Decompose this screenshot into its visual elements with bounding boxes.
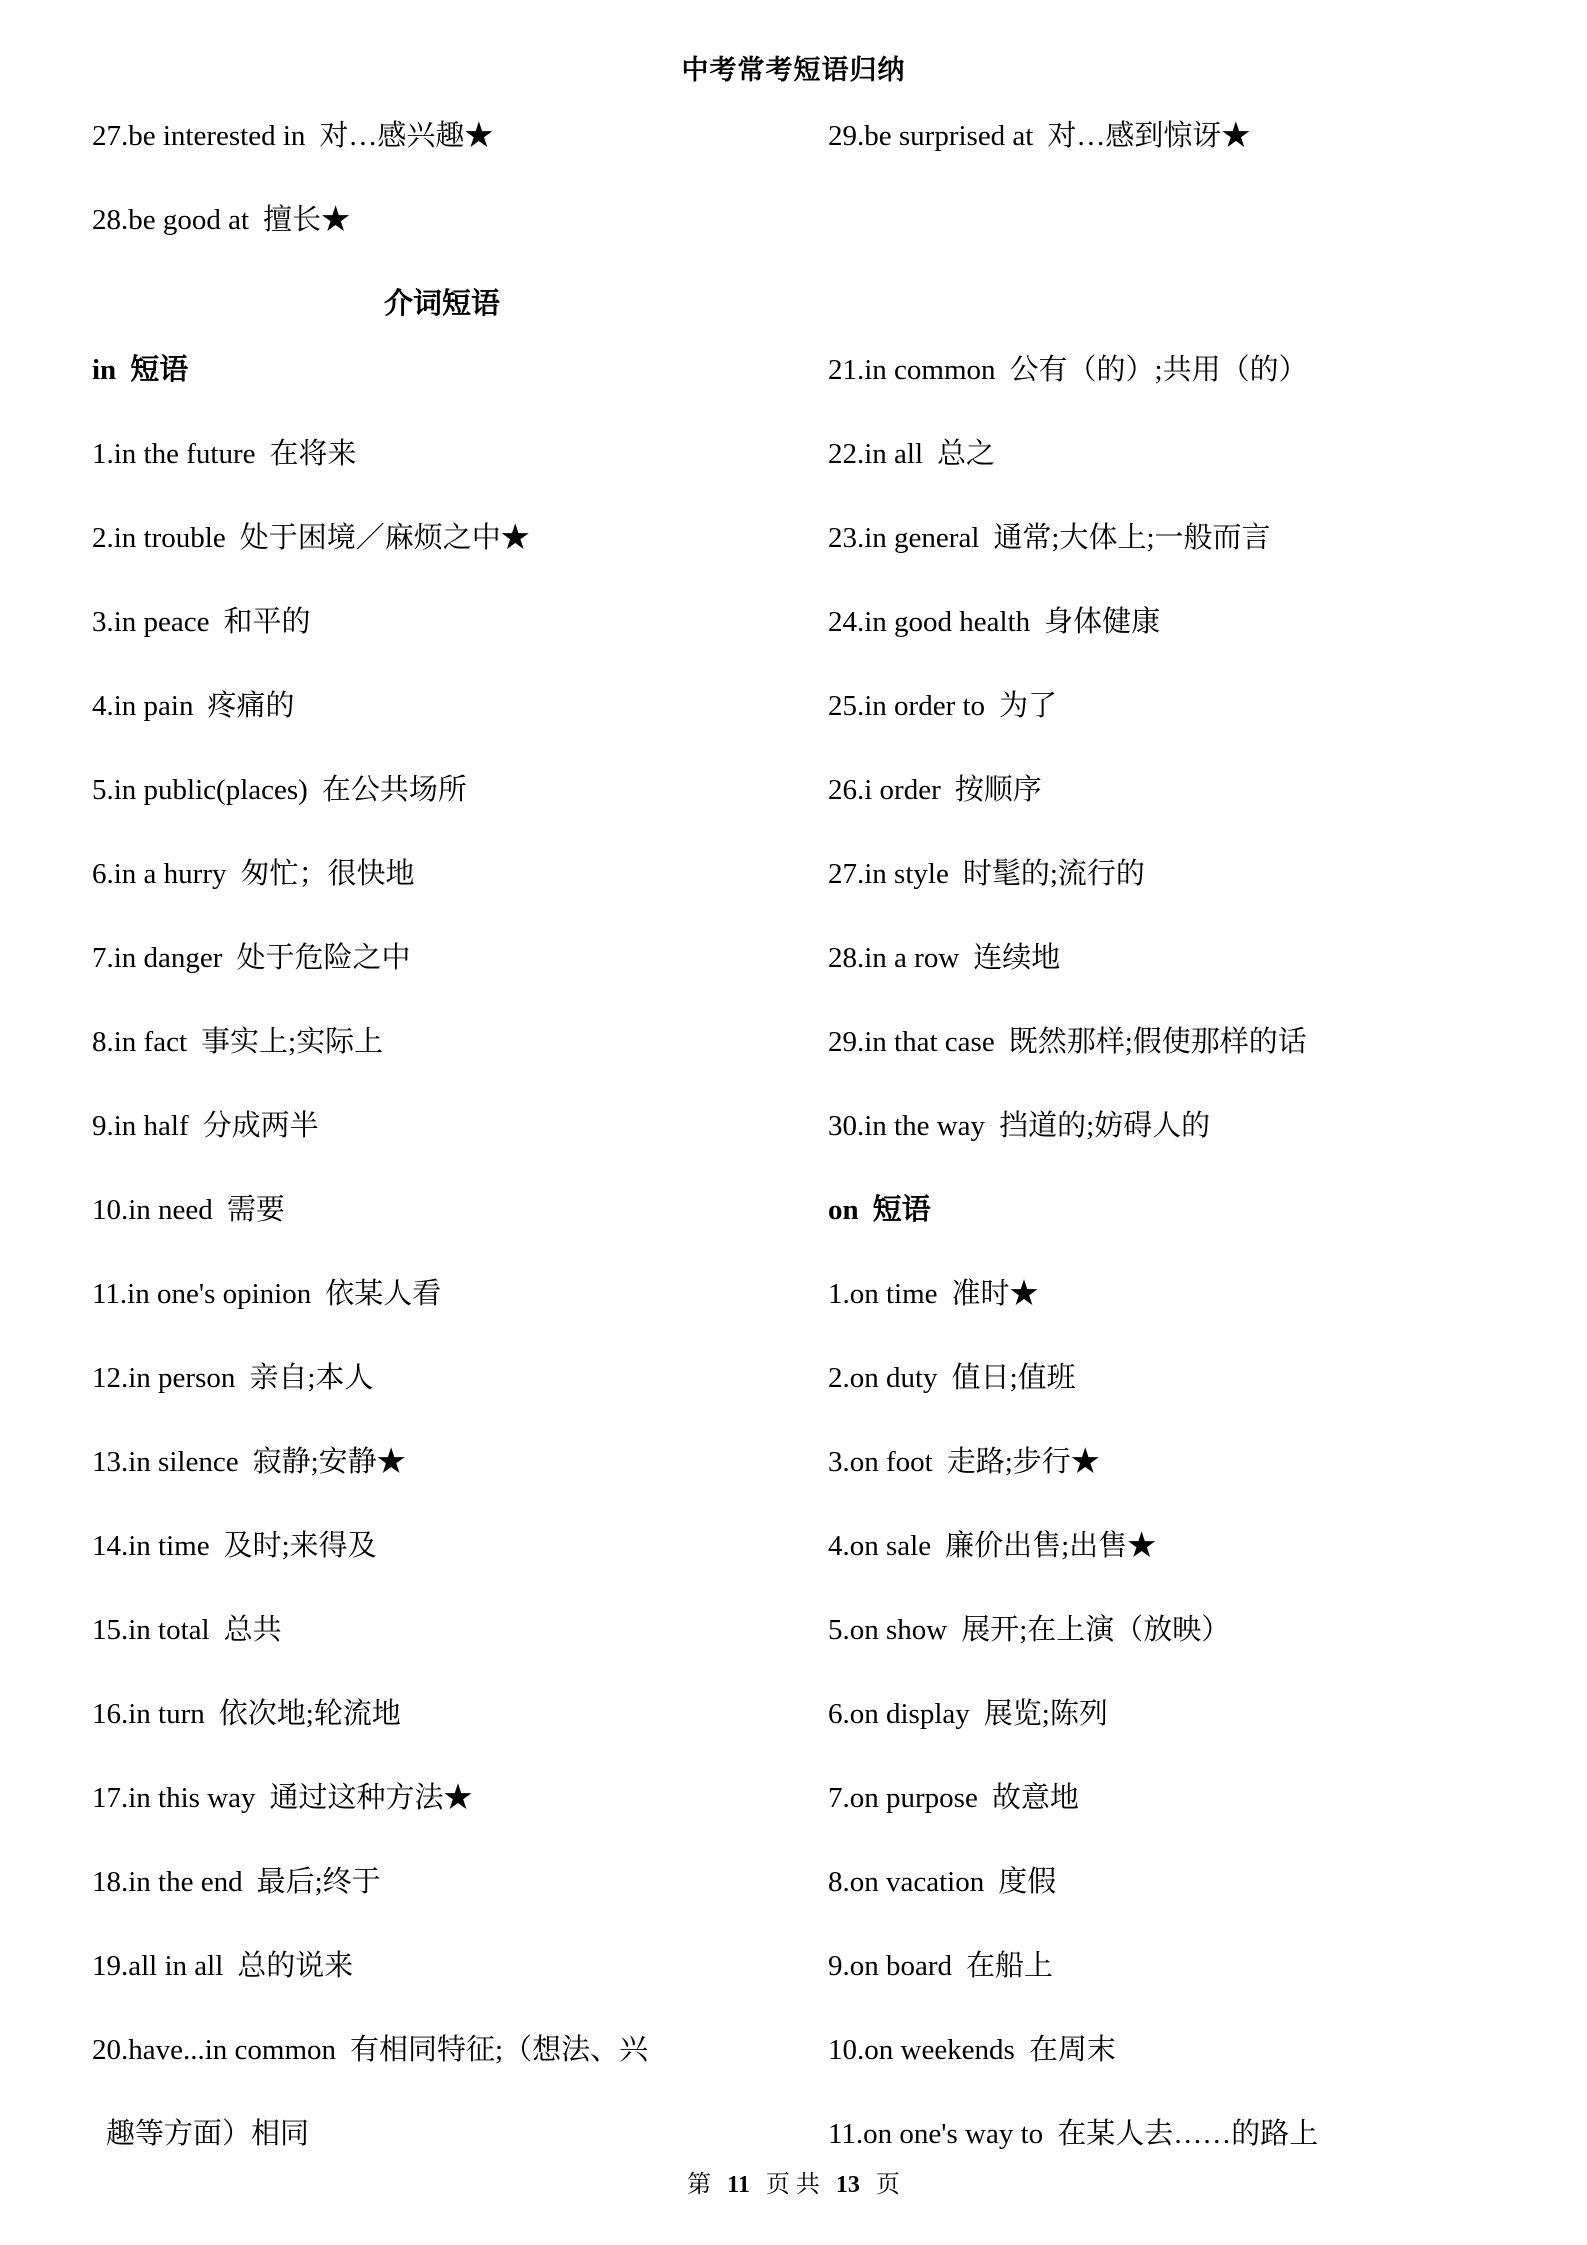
phrase-chinese: 短语 (872, 1194, 931, 1226)
phrase-item (828, 2022, 1548, 2106)
phrase-english: 28.be good at (92, 204, 250, 236)
phrase-chinese: 在某人去……的路上 (1057, 2118, 1319, 2150)
phrase-chinese: 连续地 (973, 942, 1061, 974)
current-page-number: 11 (727, 2172, 750, 2198)
phrase-chinese: 对…感兴趣★ (319, 120, 494, 152)
phrase-english: 20.have...in common (92, 2034, 337, 2066)
phrase-item (828, 1350, 1548, 1434)
phrase-chinese: 走路;步行★ (946, 1446, 1100, 1478)
phrase-english: 16.in turn (92, 1698, 205, 1730)
phrase-english: 28.in a row (828, 942, 960, 974)
footer-prefix: 第 (687, 2172, 712, 2198)
phrase-english: 6.on display (828, 1698, 970, 1730)
phrase-chinese: 依次地;轮流地 (218, 1698, 401, 1730)
phrase-english: 17.in this way (92, 1782, 256, 1814)
phrase-chinese: 依某人看 (325, 1278, 442, 1310)
phrase-item (92, 1686, 792, 1770)
phrase-chinese: 在将来 (269, 438, 357, 470)
footer-suffix: 页 (875, 2172, 900, 2198)
phrase-english: 5.in public(places) (92, 774, 308, 806)
phrase-chinese: 通过这种方法★ (269, 1782, 473, 1814)
page-footer (0, 2164, 1587, 2199)
phrase-chinese: 身体健康 (1044, 606, 1161, 638)
phrase-item (828, 1434, 1548, 1518)
phrase-english: 6.in a hurry (92, 858, 227, 890)
phrase-english: 9.in half (92, 1110, 189, 1142)
phrase-item (828, 510, 1548, 594)
phrase-chinese: 分成两半 (202, 1110, 319, 1142)
phrase-item (828, 1014, 1548, 1098)
phrase-chinese: 准时★ (951, 1278, 1039, 1310)
phrase-english: 13.in silence (92, 1446, 239, 1478)
phrase-chinese: 挡道的;妨碍人的 (999, 1110, 1211, 1142)
phrase-item (828, 846, 1548, 930)
phrase-english: 7.in danger (92, 942, 223, 974)
phrase-chinese: 最后;终于 (256, 1866, 381, 1898)
phrase-english: 19.all in all (92, 1950, 224, 1982)
footer-middle: 页 共 (765, 2172, 820, 2198)
page-title: 中考常考短语归纳 (681, 55, 906, 85)
phrase-english: 22.in all (828, 438, 924, 470)
phrase-english: 10.on weekends (828, 2034, 1015, 2066)
phrase-item (92, 1098, 792, 1182)
phrase-item (92, 1014, 792, 1098)
phrase-chinese: 总的说来 (237, 1950, 354, 1982)
phrase-chinese: 在周末 (1028, 2034, 1116, 2066)
phrase-chinese: 短语 (130, 354, 189, 386)
phrase-chinese: 廉价出售;出售★ (945, 1530, 1157, 1562)
phrase-item (828, 1518, 1548, 1602)
phrase-chinese: 总共 (223, 1614, 282, 1646)
phrase-item (828, 1098, 1548, 1182)
phrase-english: 3.in peace (92, 606, 210, 638)
phrase-english: on (828, 1194, 859, 1226)
phrase-item (828, 930, 1548, 1014)
phrase-item (92, 192, 792, 276)
phrase-item (828, 1602, 1548, 1686)
phrase-chinese: 时髦的;流行的 (962, 858, 1145, 890)
phrase-item (92, 846, 792, 930)
phrase-item (92, 108, 792, 192)
phrase-english: 11.in one's opinion (92, 1278, 312, 1310)
total-page-count: 13 (835, 2172, 860, 2198)
phrase-chinese: 为了 (999, 690, 1058, 722)
phrase-english: 24.in good health (828, 606, 1031, 638)
right-column (828, 108, 1548, 2190)
phrase-item (828, 594, 1548, 678)
phrase-english: 2.in trouble (92, 522, 226, 554)
phrase-english: 9.on board (828, 1950, 953, 1982)
phrase-english: 15.in total (92, 1614, 210, 1646)
phrase-english: 8.on vacation (828, 1866, 985, 1898)
phrase-item (828, 1938, 1548, 2022)
phrase-english: 8.in fact (92, 1026, 188, 1058)
phrase-chinese: 公有（的）;共用（的） (1009, 354, 1308, 386)
group-heading (92, 342, 792, 426)
phrase-item (92, 678, 792, 762)
phrase-english: 29.be surprised at (828, 120, 1034, 152)
phrase-chinese: 擅长★ (263, 204, 351, 236)
phrase-english: 21.in common (828, 354, 996, 386)
phrase-chinese: 按顺序 (954, 774, 1042, 806)
left-column (92, 108, 792, 2190)
phrase-english: 4.in pain (92, 690, 194, 722)
phrase-chinese: 度假 (998, 1866, 1057, 1898)
phrase-item (92, 1266, 792, 1350)
phrase-english: in (92, 354, 117, 386)
phrase-english: 29.in that case (828, 1026, 995, 1058)
phrase-item (92, 1602, 792, 1686)
phrase-english: 14.in time (92, 1530, 210, 1562)
phrase-english: 1.in the future (92, 438, 256, 470)
phrase-english: 25.in order to (828, 690, 986, 722)
phrase-english: 7.on purpose (828, 1782, 978, 1814)
phrase-item (92, 1434, 792, 1518)
phrase-item (92, 1854, 792, 1938)
phrase-item (828, 108, 1548, 192)
phrase-chinese: 处于困境／麻烦之中★ (239, 522, 530, 554)
phrase-english: 2.on duty (828, 1362, 938, 1394)
phrase-chinese: 既然那样;假使那样的话 (1008, 1026, 1307, 1058)
phrase-chinese: 疼痛的 (207, 690, 295, 722)
phrase-chinese: 通常;大体上;一般而言 (993, 522, 1271, 554)
blank-space (828, 276, 1548, 342)
phrase-chinese: 展览;陈列 (983, 1698, 1108, 1730)
phrase-item (92, 1938, 792, 2022)
phrase-item (828, 1266, 1548, 1350)
phrase-english: 23.in general (828, 522, 980, 554)
phrase-english: 18.in the end (92, 1866, 243, 1898)
phrase-english: 11.on one's way to (828, 2118, 1044, 2150)
phrase-item (828, 342, 1548, 426)
phrase-item (828, 1686, 1548, 1770)
phrase-item (828, 1770, 1548, 1854)
phrase-english: 30.in the way (828, 1110, 986, 1142)
blank-space (828, 192, 1548, 276)
phrase-item (828, 678, 1548, 762)
phrase-english: 3.on foot (828, 1446, 933, 1478)
phrase-english: 1.on time (828, 1278, 938, 1310)
phrase-chinese: 寂静;安静★ (252, 1446, 406, 1478)
phrase-item (92, 1518, 792, 1602)
phrase-item (92, 426, 792, 510)
phrase-item (92, 762, 792, 846)
phrase-item (92, 1350, 792, 1434)
phrase-english: 4.on sale (828, 1530, 932, 1562)
phrase-english: 10.in need (92, 1194, 213, 1226)
phrase-chinese: 故意地 (991, 1782, 1079, 1814)
phrase-item (92, 510, 792, 594)
phrase-item (828, 762, 1548, 846)
phrase-chinese: 需要 (226, 1194, 285, 1226)
phrase-english: 27.be interested in (92, 120, 306, 152)
phrase-item (92, 1182, 792, 1266)
phrase-english: 26.i order (828, 774, 941, 806)
phrase-item (828, 426, 1548, 510)
phrase-english: 27.in style (828, 858, 949, 890)
phrase-english: 5.on show (828, 1614, 948, 1646)
phrase-chinese: 事实上;实际上 (201, 1026, 384, 1058)
phrase-chinese: 趣等方面）相同 (106, 2118, 310, 2150)
section-title: 介词短语 (383, 288, 500, 320)
phrase-item (92, 2022, 792, 2106)
phrase-chinese: 有相同特征;（想法、兴 (350, 2034, 649, 2066)
phrase-english: 12.in person (92, 1362, 236, 1394)
group-heading (828, 1182, 1548, 1266)
phrase-chinese: 值日;值班 (951, 1362, 1076, 1394)
phrase-item (92, 594, 792, 678)
phrase-chinese: 亲自;本人 (249, 1362, 374, 1394)
phrase-chinese: 处于危险之中 (236, 942, 411, 974)
phrase-item (92, 930, 792, 1014)
phrase-chinese: 对…感到惊讶★ (1047, 120, 1251, 152)
phrase-chinese: 及时;来得及 (223, 1530, 377, 1562)
phrase-item (92, 1770, 792, 1854)
phrase-item (828, 1854, 1548, 1938)
phrase-chinese: 展开;在上演（放映） (961, 1614, 1231, 1646)
phrase-chinese: 在公共场所 (321, 774, 467, 806)
phrase-chinese: 在船上 (966, 1950, 1054, 1982)
phrase-chinese: 和平的 (223, 606, 311, 638)
phrase-chinese: 总之 (937, 438, 996, 470)
phrase-chinese: 匆忙；很快地 (240, 858, 415, 890)
